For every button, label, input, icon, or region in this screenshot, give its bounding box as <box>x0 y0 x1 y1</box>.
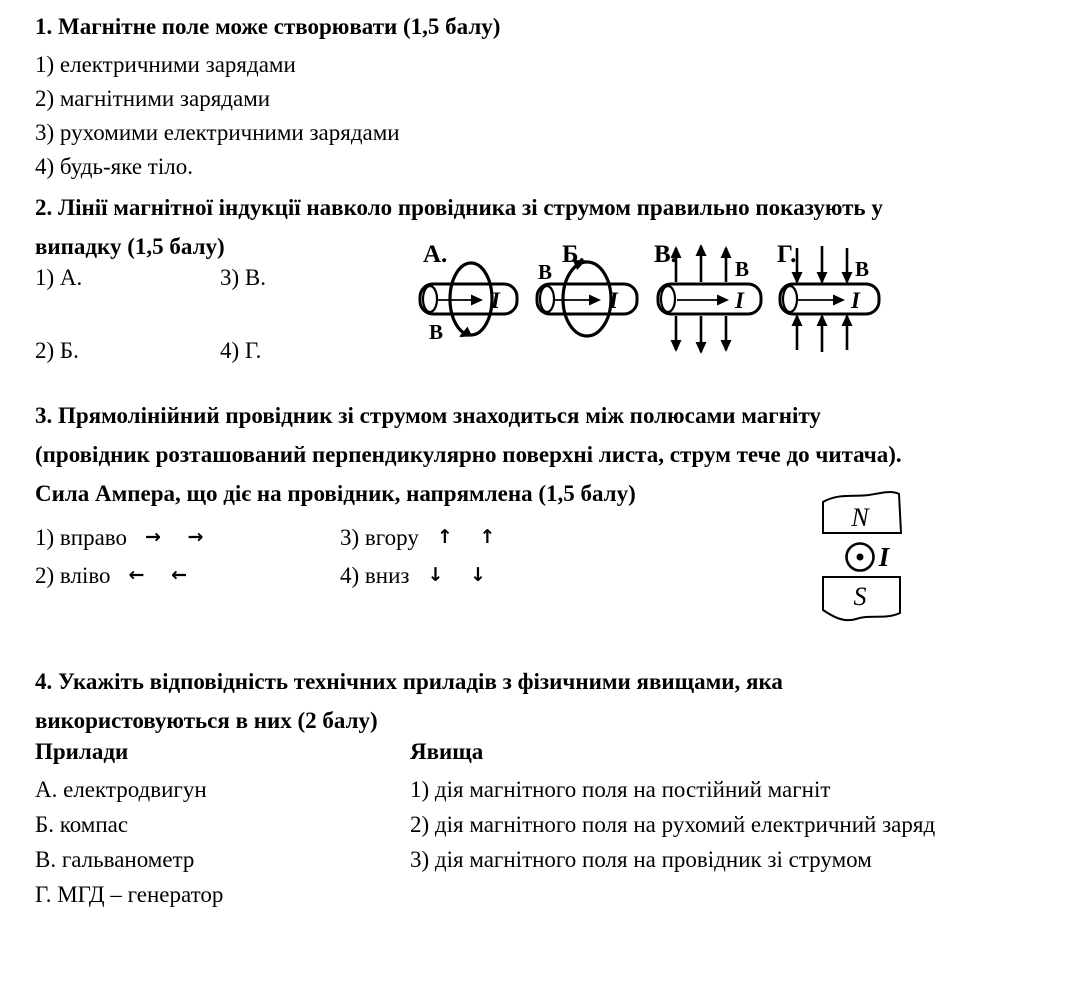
current-label-v: I <box>735 288 744 313</box>
diagram-v-label: В. <box>654 241 677 268</box>
q4-devices-header: Прилади <box>35 739 129 764</box>
q4-device-b: Б. компас <box>35 812 129 837</box>
q2-title-line2: випадку (1,5 балу) <box>35 234 225 259</box>
q2-option-2: 2) Б. <box>35 338 79 363</box>
diagram-a <box>420 241 517 344</box>
q3-option-1 <box>35 521 213 556</box>
q4-phenomenon-3: 3) дія магнітного поля на провідник зі струмом <box>410 847 872 872</box>
diagram-b <box>537 241 637 336</box>
q4-title-line1: 4. Укажіть відповідність технічних приладів з фізичними явищами, яка <box>35 669 783 694</box>
q3-option-4-text: 4) вниз <box>340 563 410 588</box>
right-arrows-icon: → → <box>145 526 214 548</box>
q1-option-2: 2) магнітними зарядами <box>35 86 271 111</box>
q2-conductor-diagrams <box>405 236 950 358</box>
q2-option-4: 4) Г. <box>220 338 262 363</box>
current-label-b: I <box>609 288 618 313</box>
q3-magnet-diagram <box>806 486 936 636</box>
diagram-a-label: А. <box>423 241 448 268</box>
q2-title-line1: 2. Лінії магнітної індукції навколо провідника зі струмом правильно показують у <box>35 195 883 220</box>
q4-device-a: А. електродвигун <box>35 777 207 802</box>
field-label-g: В <box>855 257 870 281</box>
current-label-a: I <box>491 288 500 313</box>
q3-option-3-text: 3) вгору <box>340 525 419 550</box>
south-pole-label: S <box>853 582 867 611</box>
q3-option-2 <box>35 559 197 594</box>
field-label-v: В <box>735 257 750 281</box>
q1-option-4: 4) будь-яке тіло. <box>35 154 193 179</box>
q3-option-3 <box>340 521 505 556</box>
q3-title-line3: Сила Ампера, що діє на провідник, напрямлена (1,5 балу) <box>35 481 636 506</box>
q3-title-line2: (провідник розташований перпендикулярно поверхні листа, струм тече до читача). <box>35 442 902 467</box>
q4-phenomenon-2: 2) дія магнітного поля на рухомий електричний заряд <box>410 812 936 837</box>
left-arrows-icon: ← ← <box>128 564 198 586</box>
diagram-b-label: Б. <box>562 241 585 268</box>
north-pole-label: N <box>851 503 869 532</box>
q4-device-v: В. гальванометр <box>35 847 195 872</box>
diagram-v <box>654 241 761 352</box>
q3-option-4 <box>340 559 496 594</box>
diagram-g-label: Г. <box>777 241 797 268</box>
q4-phenomenon-empty <box>410 877 950 912</box>
q2-option-3: 3) В. <box>220 265 266 290</box>
q3-option-2-text: 2) вліво <box>35 563 111 588</box>
q4-matching-table <box>35 772 950 912</box>
current-dot-icon <box>857 554 864 561</box>
q1-option-3: 3) рухомими електричними зарядами <box>35 120 400 145</box>
up-arrows-icon: ↑ ↑ <box>436 526 506 548</box>
down-arrows-icon: ↓ ↓ <box>427 564 496 586</box>
diagram-g <box>777 241 879 352</box>
q4-title <box>35 662 1035 740</box>
q1-option-1: 1) електричними зарядами <box>35 52 296 77</box>
q2-option-1: 1) А. <box>35 265 83 290</box>
current-label-g: I <box>851 288 860 313</box>
q3-option-1-text: 1) вправо <box>35 525 127 550</box>
magnet-current-label: I <box>878 542 890 572</box>
q1-title: 1. Магнітне поле може створювати (1,5 балу) <box>35 14 501 39</box>
field-label-b: В <box>538 260 553 284</box>
field-label-a: В <box>429 320 444 344</box>
q4-title-line2: використовуються в них (2 балу) <box>35 708 378 733</box>
q3-title-line1: 3. Прямолінійний провідник зі струмом знаходиться між полюсами магніту <box>35 403 821 428</box>
q1-options <box>35 48 400 184</box>
q4-phenomena-header: Явища <box>410 739 484 764</box>
q4-phenomenon-1: 1) дія магнітного поля на постійний магніт <box>410 777 831 802</box>
q4-device-g: Г. МГД – генератор <box>35 882 224 907</box>
